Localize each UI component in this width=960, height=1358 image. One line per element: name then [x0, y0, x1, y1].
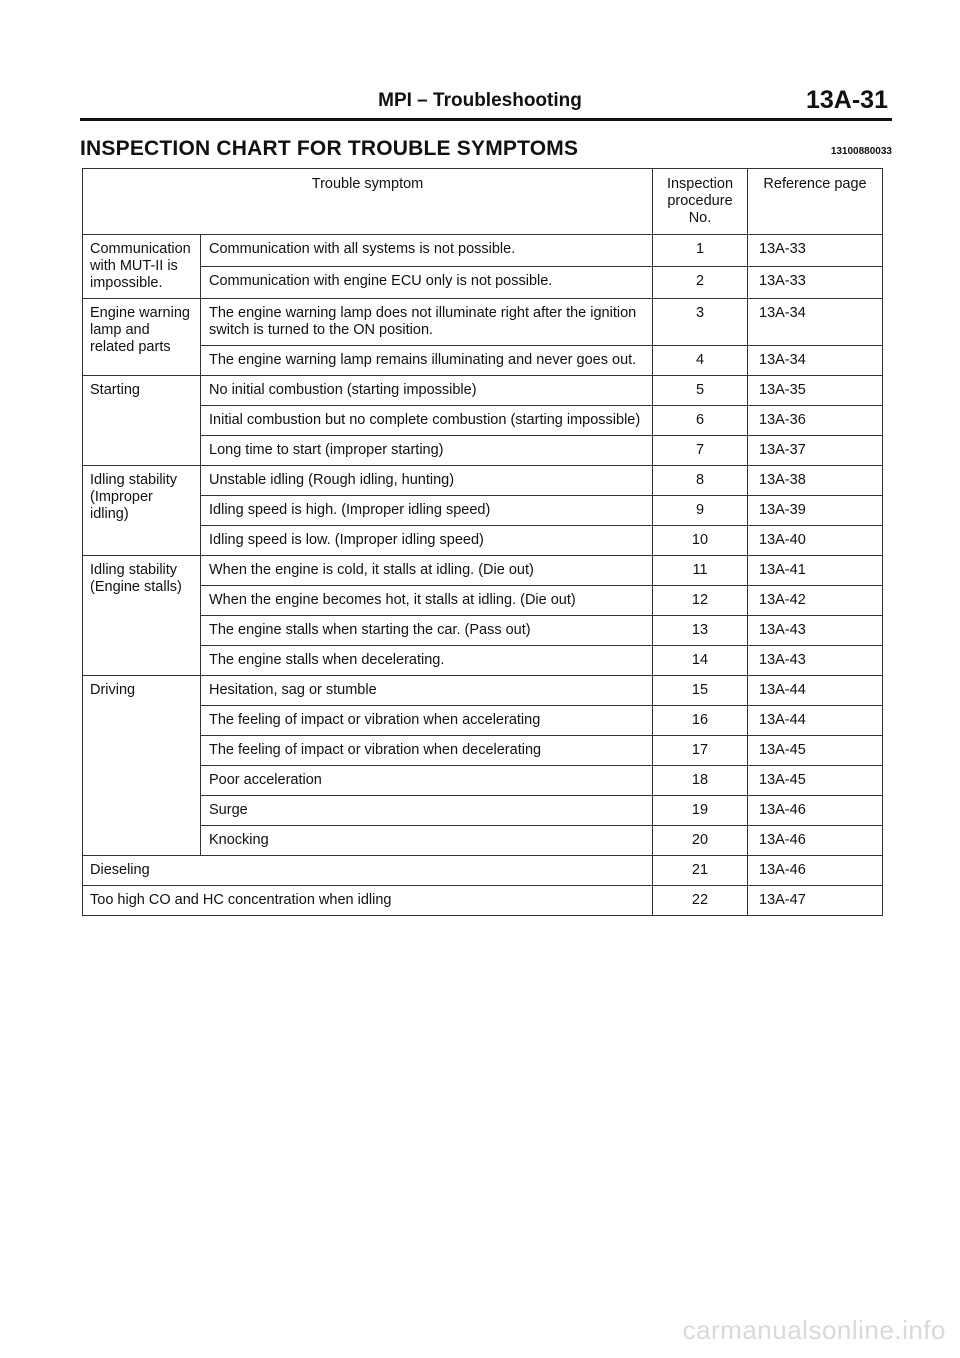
- category-cell: Communication with MUT-II is impossible.: [83, 235, 201, 299]
- page-header-title: MPI – Troubleshooting: [378, 90, 582, 111]
- reference-page-cell: 13A-39: [748, 496, 883, 526]
- table-row: [83, 235, 883, 267]
- symptom-cell: No initial combustion (starting impossible): [201, 376, 653, 406]
- table-row: [83, 886, 883, 916]
- procedure-number-cell: 5: [653, 376, 748, 406]
- table-row: [83, 496, 883, 526]
- procedure-number-cell: 1: [653, 235, 748, 267]
- reference-page-cell: 13A-35: [748, 376, 883, 406]
- procedure-number-cell: 9: [653, 496, 748, 526]
- table-row: [83, 736, 883, 766]
- category-cell: Driving: [83, 676, 201, 856]
- reference-page-cell: 13A-34: [748, 346, 883, 376]
- header-inspection-procedure: Inspection procedure No.: [653, 169, 748, 235]
- table-row: [83, 299, 883, 346]
- category-cell: Idling stability (Improper idling): [83, 466, 201, 556]
- procedure-number-cell: 6: [653, 406, 748, 436]
- reference-page-cell: 13A-41: [748, 556, 883, 586]
- symptom-cell: The engine stalls when starting the car. (Pass out): [201, 616, 653, 646]
- procedure-number-cell: 12: [653, 586, 748, 616]
- procedure-number-cell: 2: [653, 267, 748, 299]
- reference-page-cell: 13A-45: [748, 736, 883, 766]
- category-cell: Idling stability (Engine stalls): [83, 556, 201, 676]
- table-row: [83, 676, 883, 706]
- table-body: [83, 235, 883, 916]
- reference-page-cell: 13A-44: [748, 676, 883, 706]
- reference-page-cell: 13A-33: [748, 235, 883, 267]
- symptom-cell: Unstable idling (Rough idling, hunting): [201, 466, 653, 496]
- reference-page-cell: 13A-40: [748, 526, 883, 556]
- table-row: [83, 436, 883, 466]
- reference-page-cell: 13A-43: [748, 646, 883, 676]
- watermark: carmanualsonline.info: [682, 1315, 946, 1345]
- category-cell: Starting: [83, 376, 201, 466]
- reference-page-cell: 13A-34: [748, 299, 883, 346]
- symptom-cell: When the engine is cold, it stalls at idling. (Die out): [201, 556, 653, 586]
- procedure-number-cell: 11: [653, 556, 748, 586]
- reference-page-cell: 13A-45: [748, 766, 883, 796]
- reference-page-cell: 13A-42: [748, 586, 883, 616]
- header-rule: [80, 118, 892, 121]
- symptom-cell: The feeling of impact or vibration when decelerating: [201, 736, 653, 766]
- reference-page-cell: 13A-37: [748, 436, 883, 466]
- symptom-cell: Communication with all systems is not possible.: [201, 235, 653, 267]
- reference-page-cell: 13A-47: [748, 886, 883, 916]
- table-row: [83, 556, 883, 586]
- table-row: [83, 406, 883, 436]
- procedure-number-cell: 3: [653, 299, 748, 346]
- procedure-number-cell: 13: [653, 616, 748, 646]
- table-row: [83, 376, 883, 406]
- symptom-cell: The engine warning lamp remains illuminating and never goes out.: [201, 346, 653, 376]
- category-cell: Engine warning lamp and related parts: [83, 299, 201, 376]
- reference-page-cell: 13A-43: [748, 616, 883, 646]
- symptom-cell: Too high CO and HC concentration when idling: [83, 886, 653, 916]
- procedure-number-cell: 14: [653, 646, 748, 676]
- symptom-cell: Dieseling: [83, 856, 653, 886]
- symptom-cell: Communication with engine ECU only is not possible.: [201, 267, 653, 299]
- table-row: [83, 346, 883, 376]
- table-row: [83, 267, 883, 299]
- symptom-cell: The feeling of impact or vibration when accelerating: [201, 706, 653, 736]
- procedure-number-cell: 4: [653, 346, 748, 376]
- table-row: [83, 766, 883, 796]
- procedure-number-cell: 22: [653, 886, 748, 916]
- procedure-number-cell: 16: [653, 706, 748, 736]
- symptom-cell: The engine stalls when decelerating.: [201, 646, 653, 676]
- table-header-row: [83, 169, 883, 235]
- procedure-number-cell: 10: [653, 526, 748, 556]
- procedure-number-cell: 19: [653, 796, 748, 826]
- symptom-cell: Long time to start (improper starting): [201, 436, 653, 466]
- symptom-cell: When the engine becomes hot, it stalls at idling. (Die out): [201, 586, 653, 616]
- reference-page-cell: 13A-36: [748, 406, 883, 436]
- procedure-number-cell: 18: [653, 766, 748, 796]
- symptom-cell: Poor acceleration: [201, 766, 653, 796]
- procedure-number-cell: 15: [653, 676, 748, 706]
- symptom-cell: Idling speed is low. (Improper idling speed): [201, 526, 653, 556]
- header-reference-page: Reference page: [748, 169, 883, 235]
- symptom-cell: Hesitation, sag or stumble: [201, 676, 653, 706]
- inspection-chart-table: [82, 168, 883, 916]
- table-row: [83, 616, 883, 646]
- header-trouble-symptom: Trouble symptom: [83, 169, 653, 235]
- reference-page-cell: 13A-33: [748, 267, 883, 299]
- table-row: [83, 646, 883, 676]
- page-number: 13A-31: [806, 86, 888, 114]
- table-row: [83, 706, 883, 736]
- symptom-cell: Idling speed is high. (Improper idling speed): [201, 496, 653, 526]
- procedure-number-cell: 7: [653, 436, 748, 466]
- table-row: [83, 586, 883, 616]
- reference-page-cell: 13A-38: [748, 466, 883, 496]
- section-title: INSPECTION CHART FOR TROUBLE SYMPTOMS: [80, 137, 579, 160]
- reference-page-cell: 13A-46: [748, 826, 883, 856]
- table-row: [83, 856, 883, 886]
- section-code: 13100880033: [830, 146, 892, 157]
- procedure-number-cell: 17: [653, 736, 748, 766]
- symptom-cell: Knocking: [201, 826, 653, 856]
- reference-page-cell: 13A-46: [748, 856, 883, 886]
- table-row: [83, 826, 883, 856]
- reference-page-cell: 13A-44: [748, 706, 883, 736]
- table-row: [83, 796, 883, 826]
- reference-page-cell: 13A-46: [748, 796, 883, 826]
- procedure-number-cell: 21: [653, 856, 748, 886]
- procedure-number-cell: 8: [653, 466, 748, 496]
- procedure-number-cell: 20: [653, 826, 748, 856]
- symptom-cell: The engine warning lamp does not illuminate right after the ignition switch is turned to the ON position.: [201, 299, 653, 346]
- symptom-cell: Surge: [201, 796, 653, 826]
- table-row: [83, 526, 883, 556]
- symptom-cell: Initial combustion but no complete combustion (starting impossible): [201, 406, 653, 436]
- table-row: [83, 466, 883, 496]
